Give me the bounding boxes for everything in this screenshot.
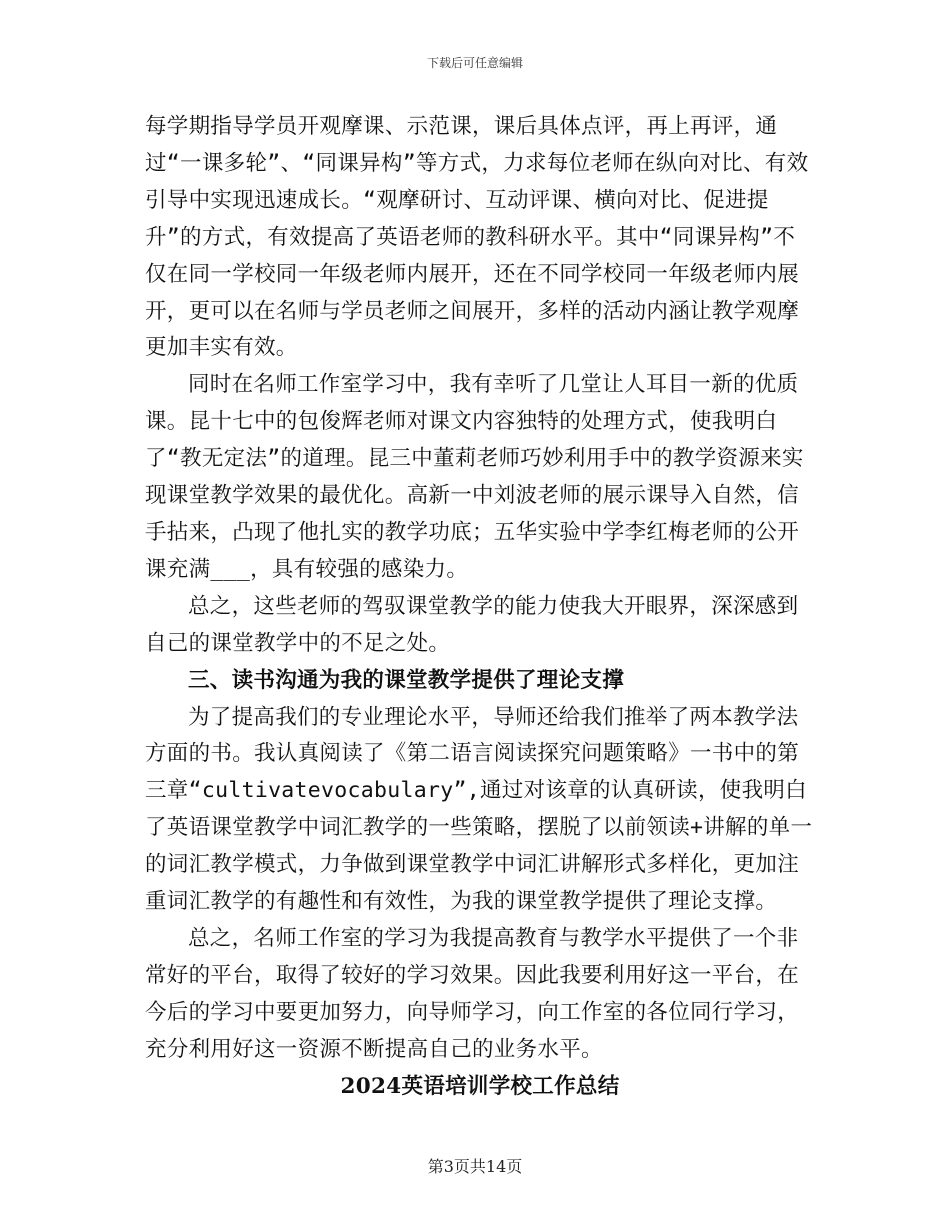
paragraph-demo-lessons: 同时在名师工作室学习中，我有幸听了几堂让人耳目一新的优质课。昆十七中的包俊辉老师对课文内容独特的处理方式，使我明白了“教无定法”的道理。昆三中董莉老师巧妙利用手中的教学资源来实现课堂教学效果的最优化。高新一中刘波老师的展示课导入自然，信手拈来，凸现了他扎实的教学功底；五华实验中学李红梅老师的公开课充满___，具有较强的感染力。 [145,372,804,582]
paragraph-reading: 为了提高我们的专业理论水平，导师还给我们推举了两本教学法方面的书。我认真阅读了《第二语言阅读探究问题策略》一书中的第三章“cultivatevocabulary”,通过对该章的认真研读，使我明白了英语课堂教学中词汇教学的一些策略，摆脱了以前领读+讲解的单一的词汇教学模式，力争做到课堂教学中词汇讲解形式多样化，更加注重词汇教学的有趣性和有效性，为我的课堂教学提供了理论支撑。 [145,704,813,915]
page-number: 第3页共14页 [427,1157,523,1176]
paragraph-continued: 每学期指导学员开观摩课、示范课，课后具体点评，再上再评，通过“一课多轮”、“同课异构”等方式，力求每位老师在纵向对比、有效引导中实现迅速成长。“观摩研讨、互动评课、横向对比、促进提升”的方式，有效提高了英语老师的教科研水平。其中“同课异构”不仅在同一学校同一年级老师内展开，还在不同学校同一年级老师内展开，更可以在名师与学员老师之间展开，多样的活动内涵让教学观摩更加丰实有效。 [145,114,809,361]
paragraph-summary-1: 总之，这些老师的驾驭课堂教学的能力使我大开眼界，深深感到自己的课堂教学中的不足之处。 [145,593,799,656]
paragraph-summary-2: 总之，名师工作室的学习为我提高教育与教学水平提供了一个非常好的平台，取得了较好的学习效果。因此我要利用好这一平台，在今后的学习中要更加努力，向导师学习，向工作室的各位同行学习，充分利用好这一资源不断提高自己的业务水平。 [145,925,800,1062]
document-body [145,109,815,1105]
section-heading-3: 三、读书沟通为我的课堂教学提供了理论支撑 [188,667,625,693]
next-document-title: 2024英语培训学校工作总结 [340,1073,620,1099]
page-header: 下载后可任意编辑 [426,56,523,70]
